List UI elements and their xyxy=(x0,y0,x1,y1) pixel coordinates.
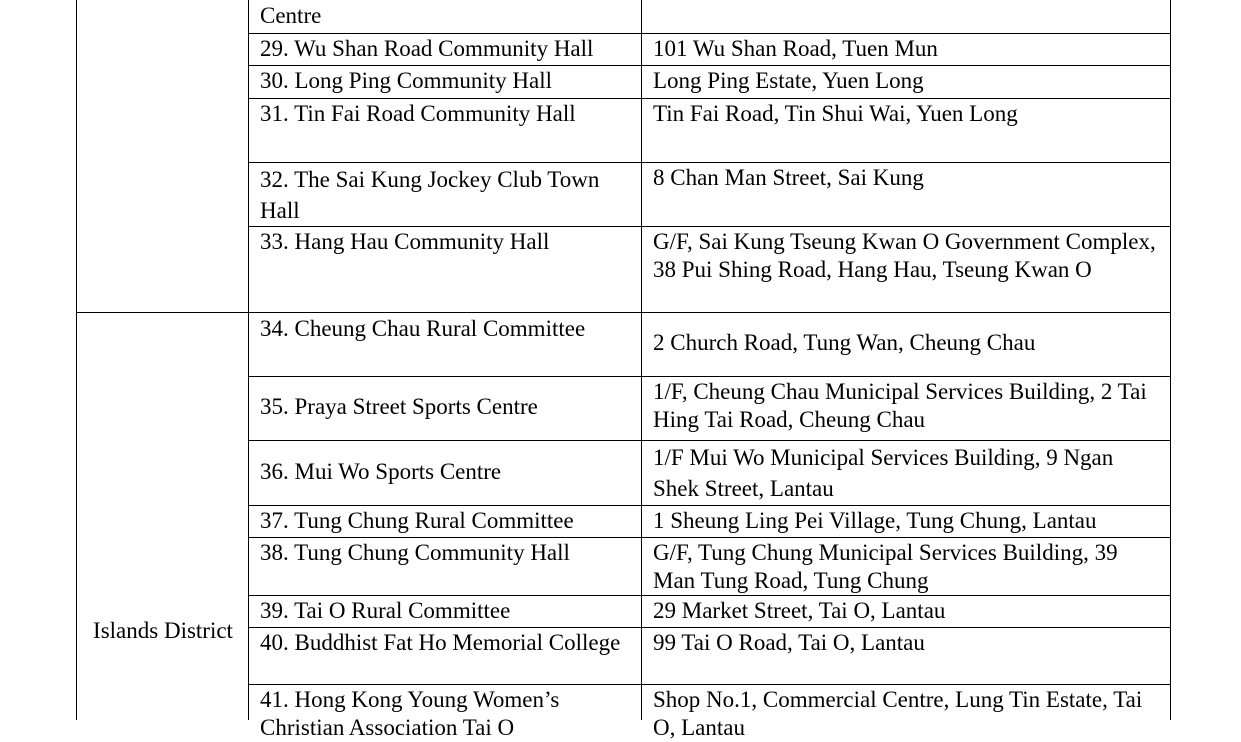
venue-cell: 30. Long Ping Community Hall xyxy=(260,68,552,93)
venue-cell: 40. Buddhist Fat Ho Memorial College xyxy=(260,630,621,655)
row-divider xyxy=(248,98,1171,99)
row-divider xyxy=(248,684,1171,685)
address-cell: 99 Tai O Road, Tai O, Lantau xyxy=(653,630,925,655)
address-cell: 1/F Mui Wo Municipal Services Building, 9 Ngan Shek Street, Lantau xyxy=(653,445,1114,501)
row-divider xyxy=(248,595,1171,596)
venue-cell: 35. Praya Street Sports Centre xyxy=(260,394,538,419)
table-border-right xyxy=(1170,0,1171,720)
venue-cell: 38. Tung Chung Community Hall xyxy=(260,540,570,565)
group-divider xyxy=(76,312,1171,313)
venue-cell: 33. Hang Hau Community Hall xyxy=(260,229,550,254)
address-cell: 29 Market Street, Tai O, Lantau xyxy=(653,598,946,623)
venue-cell: 34. Cheung Chau Rural Committee xyxy=(260,316,586,341)
venue-cell: 31. Tin Fai Road Community Hall xyxy=(260,101,576,126)
address-cell: Shop No.1, Commercial Centre, Lung Tin Estate, Tai O, Lantau xyxy=(653,687,1143,740)
address-column-divider xyxy=(641,0,642,720)
address-cell: 1/F, Cheung Chau Municipal Services Building, 2 Tai Hing Tai Road, Cheung Chau xyxy=(653,379,1147,432)
row-divider xyxy=(248,505,1171,506)
address-cell: 1 Sheung Ling Pei Village, Tung Chung, Lantau xyxy=(653,508,1097,533)
address-cell: Tin Fai Road, Tin Shui Wai, Yuen Long xyxy=(653,101,1018,126)
row-divider xyxy=(248,226,1171,227)
row-divider xyxy=(248,627,1171,628)
venue-cell: 39. Tai O Rural Committee xyxy=(260,598,511,623)
address-cell: 101 Wu Shan Road, Tuen Mun xyxy=(653,36,938,61)
row-divider xyxy=(248,537,1171,538)
district-column-divider xyxy=(248,0,249,720)
address-cell: Long Ping Estate, Yuen Long xyxy=(653,68,924,93)
venue-cell: 32. The Sai Kung Jockey Club Town Hall xyxy=(260,167,600,223)
venue-cell: Centre xyxy=(260,3,322,28)
address-cell: 2 Church Road, Tung Wan, Cheung Chau xyxy=(653,330,1036,355)
table-border-left xyxy=(76,0,77,720)
row-divider xyxy=(248,376,1171,377)
row-divider xyxy=(248,162,1171,163)
venue-cell: 29. Wu Shan Road Community Hall xyxy=(260,36,594,61)
district-label: Islands District xyxy=(93,618,233,643)
address-cell: 8 Chan Man Street, Sai Kung xyxy=(653,165,924,190)
venue-cell: 41. Hong Kong Young Women’s Christian Association Tai O xyxy=(260,687,560,740)
address-cell: G/F, Tung Chung Municipal Services Building, 39 Man Tung Road, Tung Chung xyxy=(653,540,1118,593)
row-divider xyxy=(248,65,1171,66)
venue-cell: 36. Mui Wo Sports Centre xyxy=(260,459,502,484)
address-cell: G/F, Sai Kung Tseung Kwan O Government Complex, 38 Pui Shing Road, Hang Hau, Tseung Kwan O xyxy=(653,229,1156,282)
venue-cell: 37. Tung Chung Rural Committee xyxy=(260,508,574,533)
row-divider xyxy=(248,33,1171,34)
row-divider xyxy=(248,440,1171,441)
